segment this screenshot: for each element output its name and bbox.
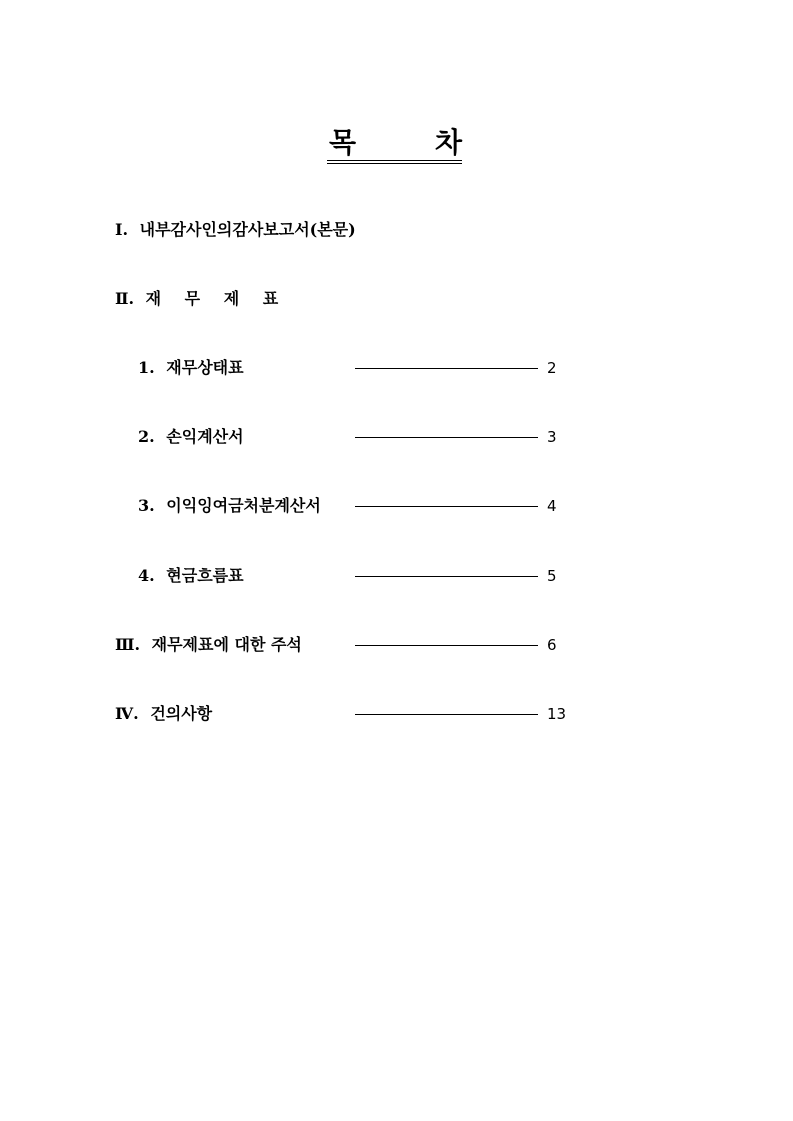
dotted-leader xyxy=(355,437,538,438)
toc-page-number: 3 xyxy=(547,428,557,446)
toc-label: 내부감사인의감사보고서(본문) xyxy=(139,220,356,239)
toc-label: 재무제표에 대한 주석 xyxy=(151,635,302,654)
title-double-underline xyxy=(327,160,462,164)
dotted-leader xyxy=(355,368,538,369)
toc-number: 2. xyxy=(138,427,155,446)
dotted-leader xyxy=(355,506,538,507)
toc-label: 건의사항 xyxy=(150,704,213,723)
toc-item-ii-1 xyxy=(0,357,793,379)
toc-number: Ⅱ. xyxy=(115,289,135,308)
title-char-left: 목 xyxy=(329,126,357,159)
page-title xyxy=(327,127,462,163)
dotted-leader xyxy=(355,714,538,715)
toc-label: 재 무 제 표 xyxy=(145,289,288,308)
toc-page-number: 2 xyxy=(547,359,557,377)
toc-item-ii-4 xyxy=(0,565,793,587)
toc-label: 이익잉여금처분계산서 xyxy=(166,496,321,515)
toc-number: Ⅳ. xyxy=(115,704,139,723)
toc-number: Ⅲ. xyxy=(115,635,141,654)
toc-page-number: 5 xyxy=(547,567,557,585)
toc-item-ii-2 xyxy=(0,426,793,448)
toc-section-iv xyxy=(0,703,793,725)
toc-label: 현금흐름표 xyxy=(166,566,244,585)
toc-number: 1. xyxy=(138,358,155,377)
toc-page-number: 6 xyxy=(547,636,557,654)
toc-section-iii xyxy=(0,634,793,656)
toc-number: 4. xyxy=(138,566,155,585)
toc-section-ii xyxy=(115,288,287,310)
toc-label: 재무상태표 xyxy=(166,358,244,377)
toc-label: 손익계산서 xyxy=(166,427,244,446)
toc-section-i xyxy=(115,219,356,241)
toc-number: 3. xyxy=(138,496,155,515)
toc-item-ii-3 xyxy=(0,495,793,517)
toc-number: Ⅰ. xyxy=(115,220,129,239)
toc-page-number: 13 xyxy=(547,705,567,723)
dotted-leader xyxy=(355,645,538,646)
dotted-leader xyxy=(355,576,538,577)
toc-page-number: 4 xyxy=(547,497,557,515)
title-char-right: 차 xyxy=(435,126,463,159)
